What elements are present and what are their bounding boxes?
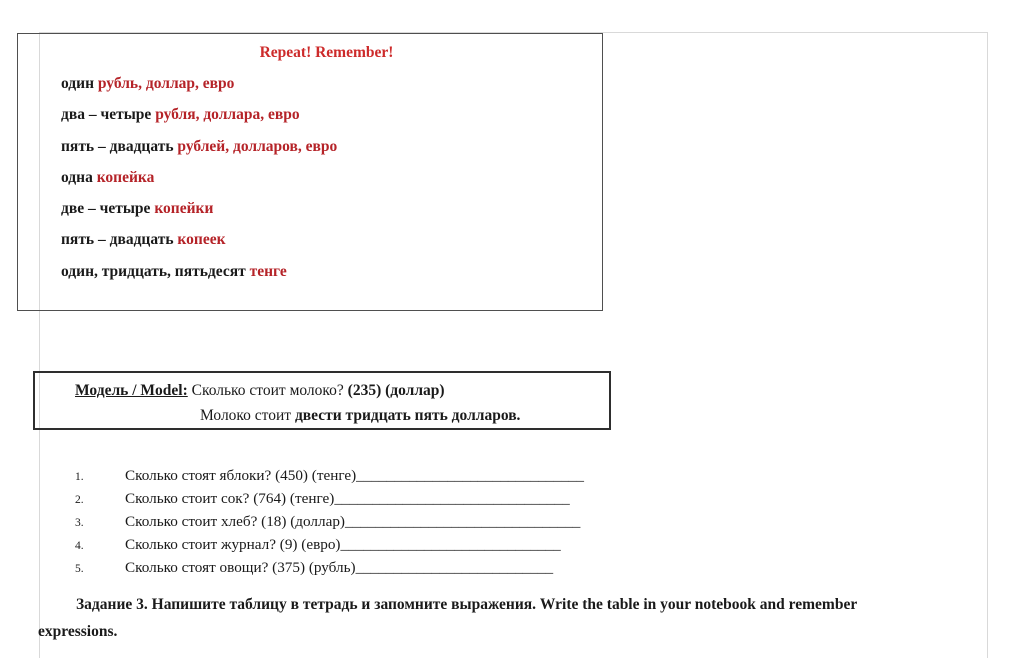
vocab-line-kopek-singular bbox=[61, 162, 592, 193]
quantity-text: две – четыре bbox=[61, 200, 155, 218]
exercise-item-1 bbox=[75, 465, 775, 488]
repeat-title: Repeat! Remember! bbox=[259, 44, 394, 61]
answer-blank: _____________________________ bbox=[340, 536, 561, 553]
model-answer-text: Молоко стоит bbox=[200, 407, 295, 424]
answer-blank: ______________________________ bbox=[356, 467, 584, 484]
item-question: Сколько стоят яблоки? (450) (тенге) bbox=[125, 467, 357, 484]
task-instruction-line-2: expressions. bbox=[38, 623, 118, 640]
item-question: Сколько стоит журнал? (9) (евро) bbox=[125, 536, 341, 553]
exercise-item-4 bbox=[75, 534, 775, 557]
item-question: Сколько стоит хлеб? (18) (доллар) bbox=[125, 513, 345, 530]
currency-text: копеек bbox=[177, 231, 226, 249]
vocab-line-rouble-singular bbox=[61, 68, 592, 99]
model-question-line bbox=[75, 378, 609, 403]
exercise-item-3 bbox=[75, 511, 775, 534]
item-number: 2. bbox=[75, 494, 84, 506]
answer-blank: _______________________________ bbox=[344, 513, 581, 530]
quantity-text: два – четыре bbox=[61, 106, 156, 124]
currency-text: рубля, доллара, евро bbox=[155, 106, 300, 124]
answer-blank: __________________________ bbox=[355, 559, 554, 576]
item-question: Сколько стоят овощи? (375) (рубль) bbox=[125, 559, 356, 576]
item-question: Сколько стоит сок? (764) (тенге) bbox=[125, 490, 335, 507]
vocab-line-tenge bbox=[61, 256, 592, 287]
answer-blank: _______________________________ bbox=[334, 490, 570, 507]
model-example-box bbox=[33, 371, 611, 430]
currency-text: тенге bbox=[249, 262, 287, 280]
model-question-highlight: (235) (доллар) bbox=[347, 382, 445, 399]
vocab-line-rouble-plural bbox=[61, 131, 592, 162]
currency-text: рубль, доллар, евро bbox=[97, 75, 235, 92]
item-number: 3. bbox=[75, 517, 84, 529]
quantity-text: пять – двадцать bbox=[61, 231, 178, 249]
task-instruction bbox=[38, 591, 972, 645]
model-answer-highlight: двести тридцать пять долларов. bbox=[294, 407, 521, 424]
quantity-text: один, тридцать, пятьдесят bbox=[61, 262, 250, 280]
currency-text: копейка bbox=[96, 168, 155, 186]
quantity-text: одна bbox=[61, 168, 97, 186]
item-number: 1. bbox=[75, 471, 84, 483]
item-number: 5. bbox=[75, 563, 84, 575]
exercise-item-2 bbox=[75, 488, 775, 511]
currency-text: копейки bbox=[154, 200, 214, 218]
model-answer-line bbox=[200, 403, 609, 429]
repeat-remember-box bbox=[17, 33, 603, 311]
model-label: Модель / Model: bbox=[75, 382, 188, 399]
model-question-text: Сколько стоит молоко? bbox=[187, 382, 348, 399]
task-instruction-line-1: Задание 3. Напишите таблицу в тетрадь и запомните выражения. Write the table in your notebook and remember bbox=[76, 596, 858, 613]
quantity-text: пять – двадцать bbox=[61, 137, 178, 155]
currency-text: рублей, долларов, евро bbox=[177, 137, 338, 155]
vocab-line-kopek-paucal bbox=[61, 193, 592, 224]
vocab-line-rouble-paucal bbox=[61, 99, 592, 130]
exercise-list bbox=[75, 465, 775, 580]
item-number: 4. bbox=[75, 540, 84, 552]
exercise-item-5 bbox=[75, 557, 775, 580]
quantity-text: один bbox=[61, 75, 98, 92]
vocab-line-kopek-plural bbox=[61, 224, 592, 255]
